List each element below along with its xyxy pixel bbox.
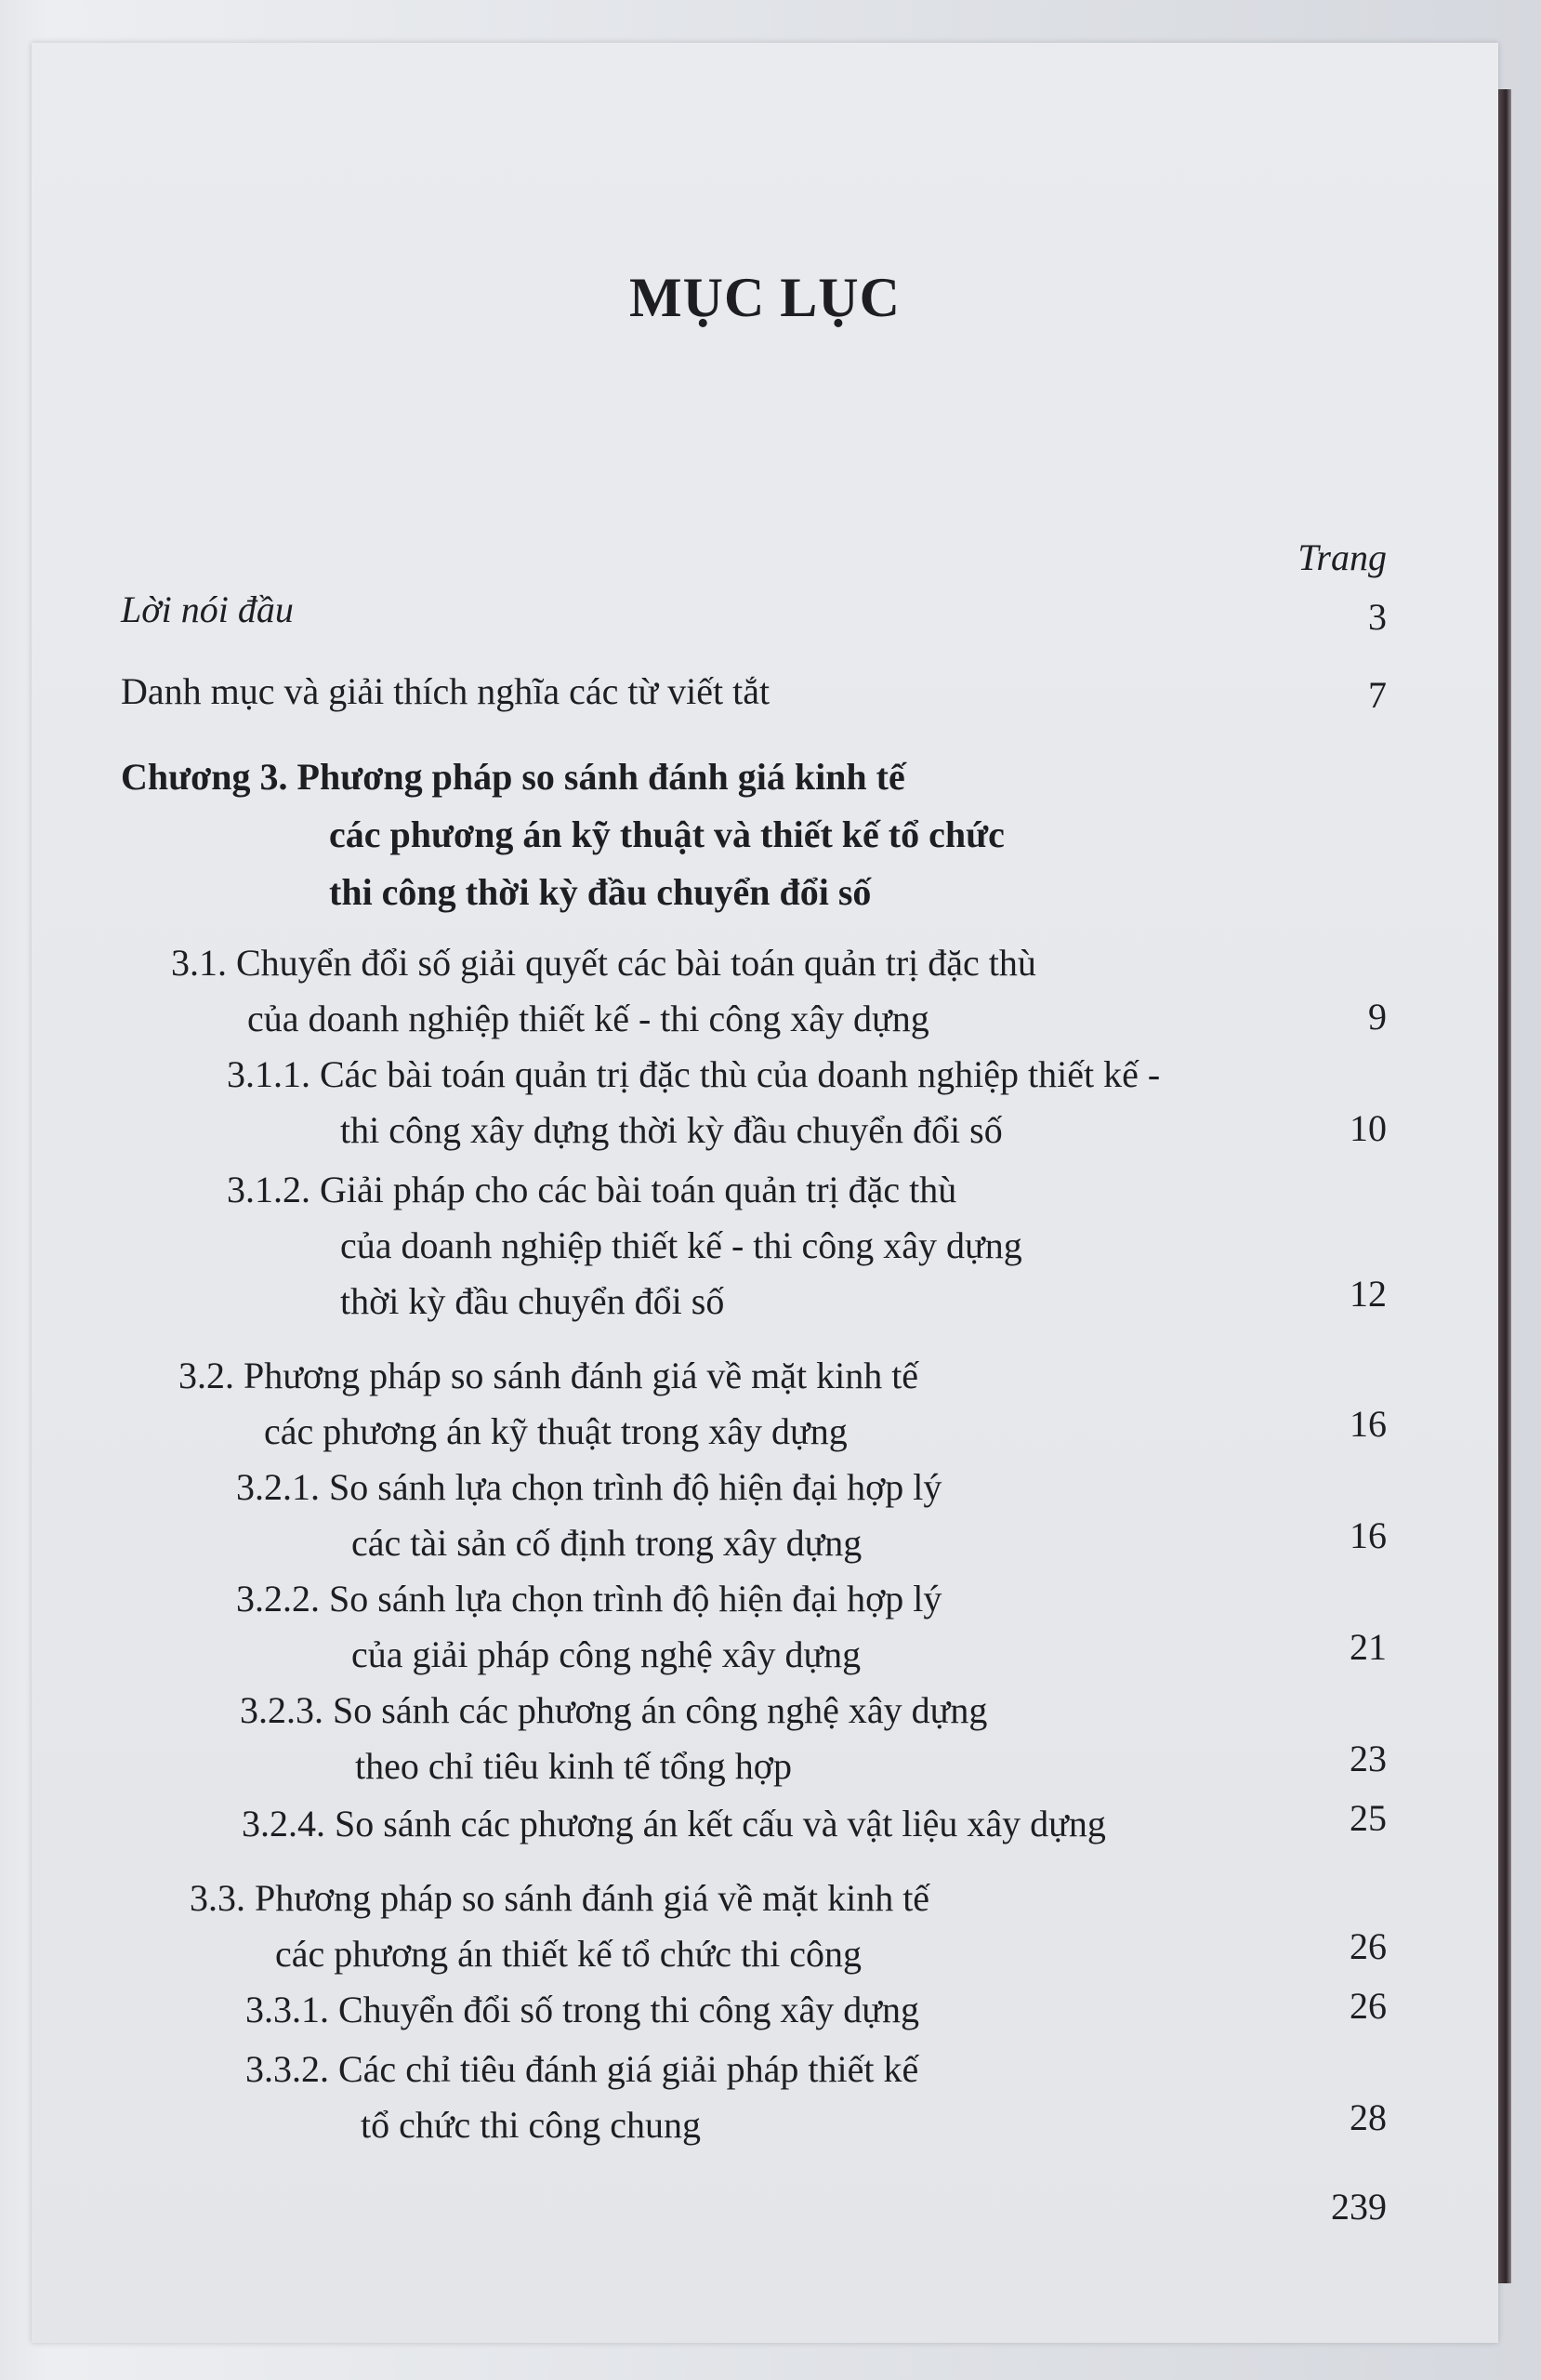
toc-entry-line1: Phương pháp so sánh đánh giá về mặt kinh tế [244, 1355, 919, 1396]
toc-entry-danh-muc [121, 664, 770, 720]
toc-entry-number: 3.3. [190, 1877, 245, 1919]
toc-entry-3-1-1-line2: thi công xây dựng thời kỳ đầu chuyển đổi số [340, 1109, 1003, 1151]
toc-entry-label: Danh mục và giải thích nghĩa các từ viết tắt [121, 670, 770, 712]
toc-entry-3-2-1 [236, 1460, 942, 1515]
toc-page-3-1-2: 12 [1350, 1273, 1387, 1315]
toc-entry-number: 3.2.3. [240, 1689, 323, 1731]
toc-entry-3-1 [171, 935, 1036, 991]
toc-page-3-1: 9 [1368, 996, 1387, 1038]
toc-entry-3-1-2-line2: của doanh nghiệp thiết kế - thi công xây dựng [340, 1224, 1022, 1266]
toc-entry-3-3-line2: các phương án thiết kế tổ chức thi công [275, 1933, 862, 1975]
toc-page-3-3-1: 26 [1350, 1985, 1387, 2027]
toc-entry-3-2-3-line2: theo chỉ tiêu kinh tế tổng hợp [355, 1745, 792, 1787]
toc-entry-line1: Giải pháp cho các bài toán quản trị đặc thù [320, 1169, 957, 1210]
toc-chapter-3-line3: thi công thời kỳ đầu chuyển đổi số [329, 871, 872, 913]
page-number: 239 [1331, 2186, 1387, 2228]
toc-entry-line1: So sánh lựa chọn trình độ hiện đại hợp lý [329, 1578, 942, 1620]
toc-page-loi-noi-dau: 3 [1368, 596, 1387, 638]
toc-entry-label: Lời nói đầu [121, 588, 294, 630]
toc-page-3-2-1: 16 [1350, 1514, 1387, 1556]
toc-entry-number: 3.2. [178, 1355, 234, 1396]
toc-entry-3-2-line2: các phương án kỹ thuật trong xây dựng [264, 1410, 848, 1452]
page-column-label: Trang [1297, 536, 1387, 578]
page-title: MỤC LỤC [629, 267, 901, 328]
toc-entry-3-2-2 [236, 1571, 942, 1627]
toc-entry-3-1-1 [227, 1047, 1160, 1103]
toc-page-3-2-3: 23 [1350, 1738, 1387, 1779]
toc-entry-3-2-4 [242, 1796, 1106, 1852]
toc-page-danh-muc: 7 [1368, 674, 1387, 716]
toc-page-3-2-4: 25 [1350, 1797, 1387, 1839]
toc-entry-3-2 [178, 1348, 918, 1404]
toc-entry-number: 3.2.2. [236, 1578, 320, 1620]
toc-entry-line1: So sánh các phương án kết cấu và vật liệu xây dựng [335, 1803, 1106, 1844]
toc-entry-3-3-2-line2: tổ chức thi công chung [361, 2104, 702, 2146]
toc-entry-number: 3.1.2. [227, 1169, 310, 1210]
book-spine-edge [1498, 89, 1511, 2283]
toc-entry-3-2-3 [240, 1683, 987, 1739]
toc-entry-line1: So sánh lựa chọn trình độ hiện đại hợp lý [329, 1466, 942, 1508]
toc-entry-number: 3.3.1. [245, 1989, 329, 2030]
toc-chapter-3-line1: Chương 3. Phương pháp so sánh đánh giá kinh tế [121, 756, 905, 798]
toc-entry-line1: Phương pháp so sánh đánh giá về mặt kinh tế [255, 1877, 930, 1919]
toc-page-3-3: 26 [1350, 1925, 1387, 1967]
toc-entry-3-2-2-line2: của giải pháp công nghệ xây dựng [351, 1633, 862, 1675]
toc-entry-number: 3.2.4. [242, 1803, 325, 1844]
toc-page-3-2-2: 21 [1350, 1626, 1387, 1668]
toc-entry-3-2-1-line2: các tài sản cố định trong xây dựng [351, 1522, 863, 1564]
toc-entry-3-3 [190, 1871, 929, 1926]
toc-entry-number: 3.1.1. [227, 1053, 310, 1095]
book-page [32, 43, 1498, 2343]
toc-entry-line1: Chuyển đổi số giải quyết các bài toán quản trị đặc thù [236, 942, 1036, 984]
toc-entry-number: 3.1. [171, 942, 227, 984]
toc-entry-line1: So sánh các phương án công nghệ xây dựng [333, 1689, 988, 1731]
toc-entry-3-1-line2: của doanh nghiệp thiết kế - thi công xây dựng [247, 998, 929, 1039]
toc-page-3-2: 16 [1350, 1403, 1387, 1445]
toc-entry-3-1-2 [227, 1162, 956, 1218]
toc-entry-line1: Các chỉ tiêu đánh giá giải pháp thiết kế [338, 2048, 919, 2090]
toc-entry-line1: Chuyển đổi số trong thi công xây dựng [338, 1989, 919, 2030]
toc-chapter-3-line2: các phương án kỹ thuật và thiết kế tổ chức [329, 813, 1005, 855]
toc-entry-loi-noi-dau [121, 582, 294, 638]
toc-page-3-1-1: 10 [1350, 1107, 1387, 1149]
toc-entry-3-3-1 [245, 1982, 919, 2038]
toc-entry-line1: Các bài toán quản trị đặc thù của doanh nghiệp thiết kế - [320, 1053, 1161, 1095]
toc-entry-number: 3.2.1. [236, 1466, 320, 1508]
toc-page-3-3-2: 28 [1350, 2096, 1387, 2138]
toc-entry-3-1-2-line3: thời kỳ đầu chuyển đổi số [340, 1280, 725, 1322]
toc-entry-3-3-2 [245, 2042, 918, 2097]
toc-entry-number: 3.3.2. [245, 2048, 329, 2090]
